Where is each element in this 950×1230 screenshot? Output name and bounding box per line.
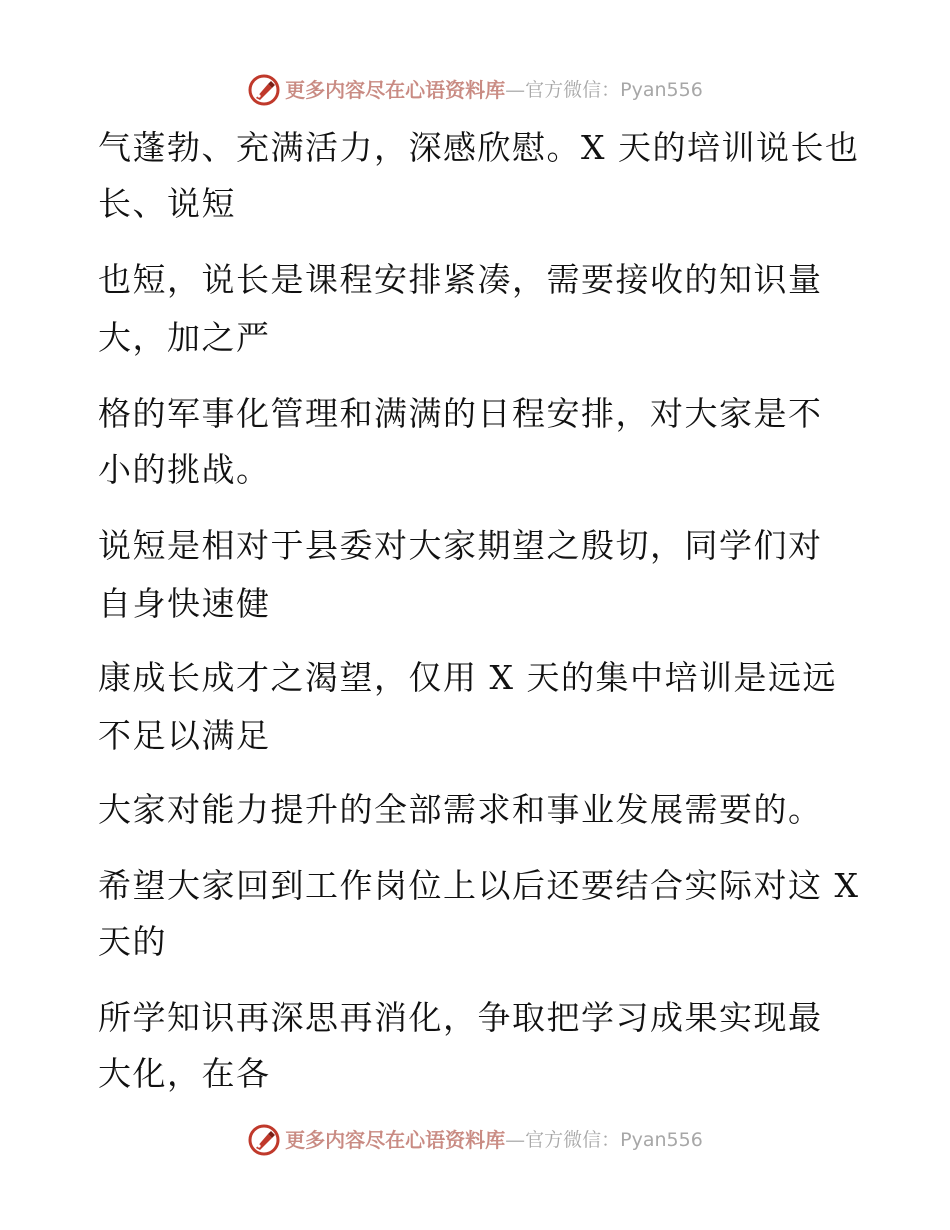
body-line: 康成长成才之渴望，仅用 X 天的集中培训是远远 [98, 658, 837, 697]
body-line: 气蓬勃、充满活力，深感欣慰。X 天的培训说长也 [98, 128, 860, 167]
watermark-separator: — [505, 1128, 526, 1152]
body-line: 天的 [98, 922, 167, 961]
body-line: 格的军事化管理和满满的日程安排，对大家是不 [98, 394, 823, 433]
watermark-brand: 更多内容尽在心语资料库 [285, 78, 506, 102]
footer-watermark [0, 1120, 950, 1160]
watermark-wechat: 官方微信：Pyan556 [525, 78, 703, 101]
body-line: 大家对能力提升的全部需求和事业发展需要的。 [98, 790, 823, 829]
body-line: 小的挑战。 [98, 450, 271, 489]
body-line: 大，加之严 [98, 318, 271, 357]
body-line: 大化，在各 [98, 1054, 271, 1093]
watermark-brand: 更多内容尽在心语资料库 [285, 1128, 506, 1152]
pen-logo-icon [247, 1123, 281, 1157]
watermark-wechat: 官方微信：Pyan556 [525, 1128, 703, 1151]
body-line: 自身快速健 [98, 584, 271, 623]
body-line: 所学知识再深思再消化，争取把学习成果实现最 [98, 998, 823, 1037]
body-line: 也短，说长是课程安排紧凑，需要接收的知识量 [98, 260, 823, 299]
body-line: 不足以满足 [98, 716, 271, 755]
body-line: 说短是相对于县委对大家期望之殷切，同学们对 [98, 526, 823, 565]
watermark-separator: — [505, 78, 526, 102]
body-line: 长、说短 [98, 184, 236, 223]
body-line: 希望大家回到工作岗位上以后还要结合实际对这 X [98, 866, 860, 905]
